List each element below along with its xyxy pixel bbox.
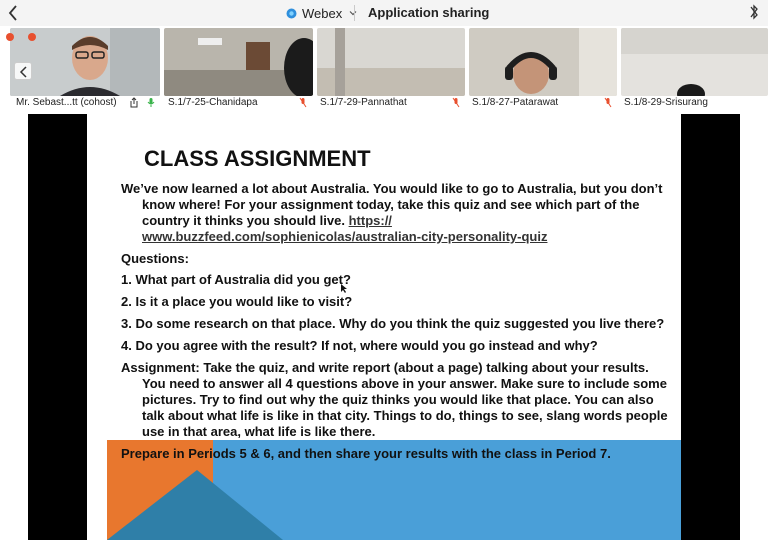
letterbox-right [681,114,740,540]
assignment-text: Assignment: Take the quiz, and write report (about a page) talking about your results. You need to answer all 4 questions above in your answer. Make sure to include some pictures. Try to find out why the quiz thinks you would like that place. You can also talk about what life is like in that city. Things to do, things to see, slang words people use in that area, what life is like there. [121,360,668,439]
video-tile[interactable] [164,28,313,96]
mic-on-icon [147,97,155,108]
video-tile[interactable] [469,28,617,96]
app-switcher[interactable] [286,4,357,22]
recording-badge-icon [6,33,14,41]
slide-title: CLASS ASSIGNMENT [144,146,371,171]
strip-scroll-left-button[interactable] [14,62,32,80]
pointer-cursor-icon [341,284,347,293]
top-bar [0,0,768,26]
quiz-link[interactable]: https:// www.buzzfeed.com/sophienicolas/australian-city-personality-quiz [142,213,548,244]
question-item: 2. Is it a place you would like to visit? [121,294,353,309]
participant-video [317,28,465,96]
participant-video [164,28,313,96]
prepare-text: Prepare in Periods 5 & 6, and then share your results with the class in Period 7. [121,446,611,461]
chevron-left-icon [15,63,33,81]
participant-name: S.1/7-25-Chanidapa [168,97,258,108]
video-tile[interactable] [317,28,465,96]
video-tile[interactable] [621,28,768,96]
question-item: 3. Do some research on that place. Why do you think the quiz suggested you live there? [121,316,665,331]
participant-name: Mr. Sebast...tt (cohost) [16,97,117,108]
share-status: Application sharing [368,5,490,20]
share-icon [130,97,138,108]
bluetooth-icon [749,3,759,21]
slide-body [121,181,669,462]
question-item: 4. Do you agree with the result? If not, where would you go instead and why? [121,338,598,353]
participant-video [469,28,617,96]
questions-heading: Questions: [121,251,189,266]
participant-name: S.1/7-29-Pannathat [320,97,407,108]
mic-muted-icon [604,97,612,108]
app-name: Webex [302,5,343,21]
intro-text: We’ve now learned a lot about Australia. You would like to go to Australia, but you don’t know where! For your assignment today, take this quiz and see which part of the country it thinks you should live. [121,181,663,228]
slide-intro [121,181,669,245]
letterbox-left [28,114,87,540]
back-chevron-icon[interactable] [6,3,20,23]
recording-badge-icon [28,33,36,41]
mic-muted-icon [452,97,460,108]
shared-slide [87,114,681,540]
participant-video [621,28,768,96]
participant-name: S.1/8-27-Patarawat [472,97,559,108]
mic-muted-icon [299,97,307,108]
title-divider [354,5,355,21]
webex-logo-icon [286,8,297,19]
participant-strip [0,26,768,112]
participant-name: S.1/8-29-Srisurang [624,97,708,108]
question-item: 1. What part of Australia did you get? [121,272,351,287]
